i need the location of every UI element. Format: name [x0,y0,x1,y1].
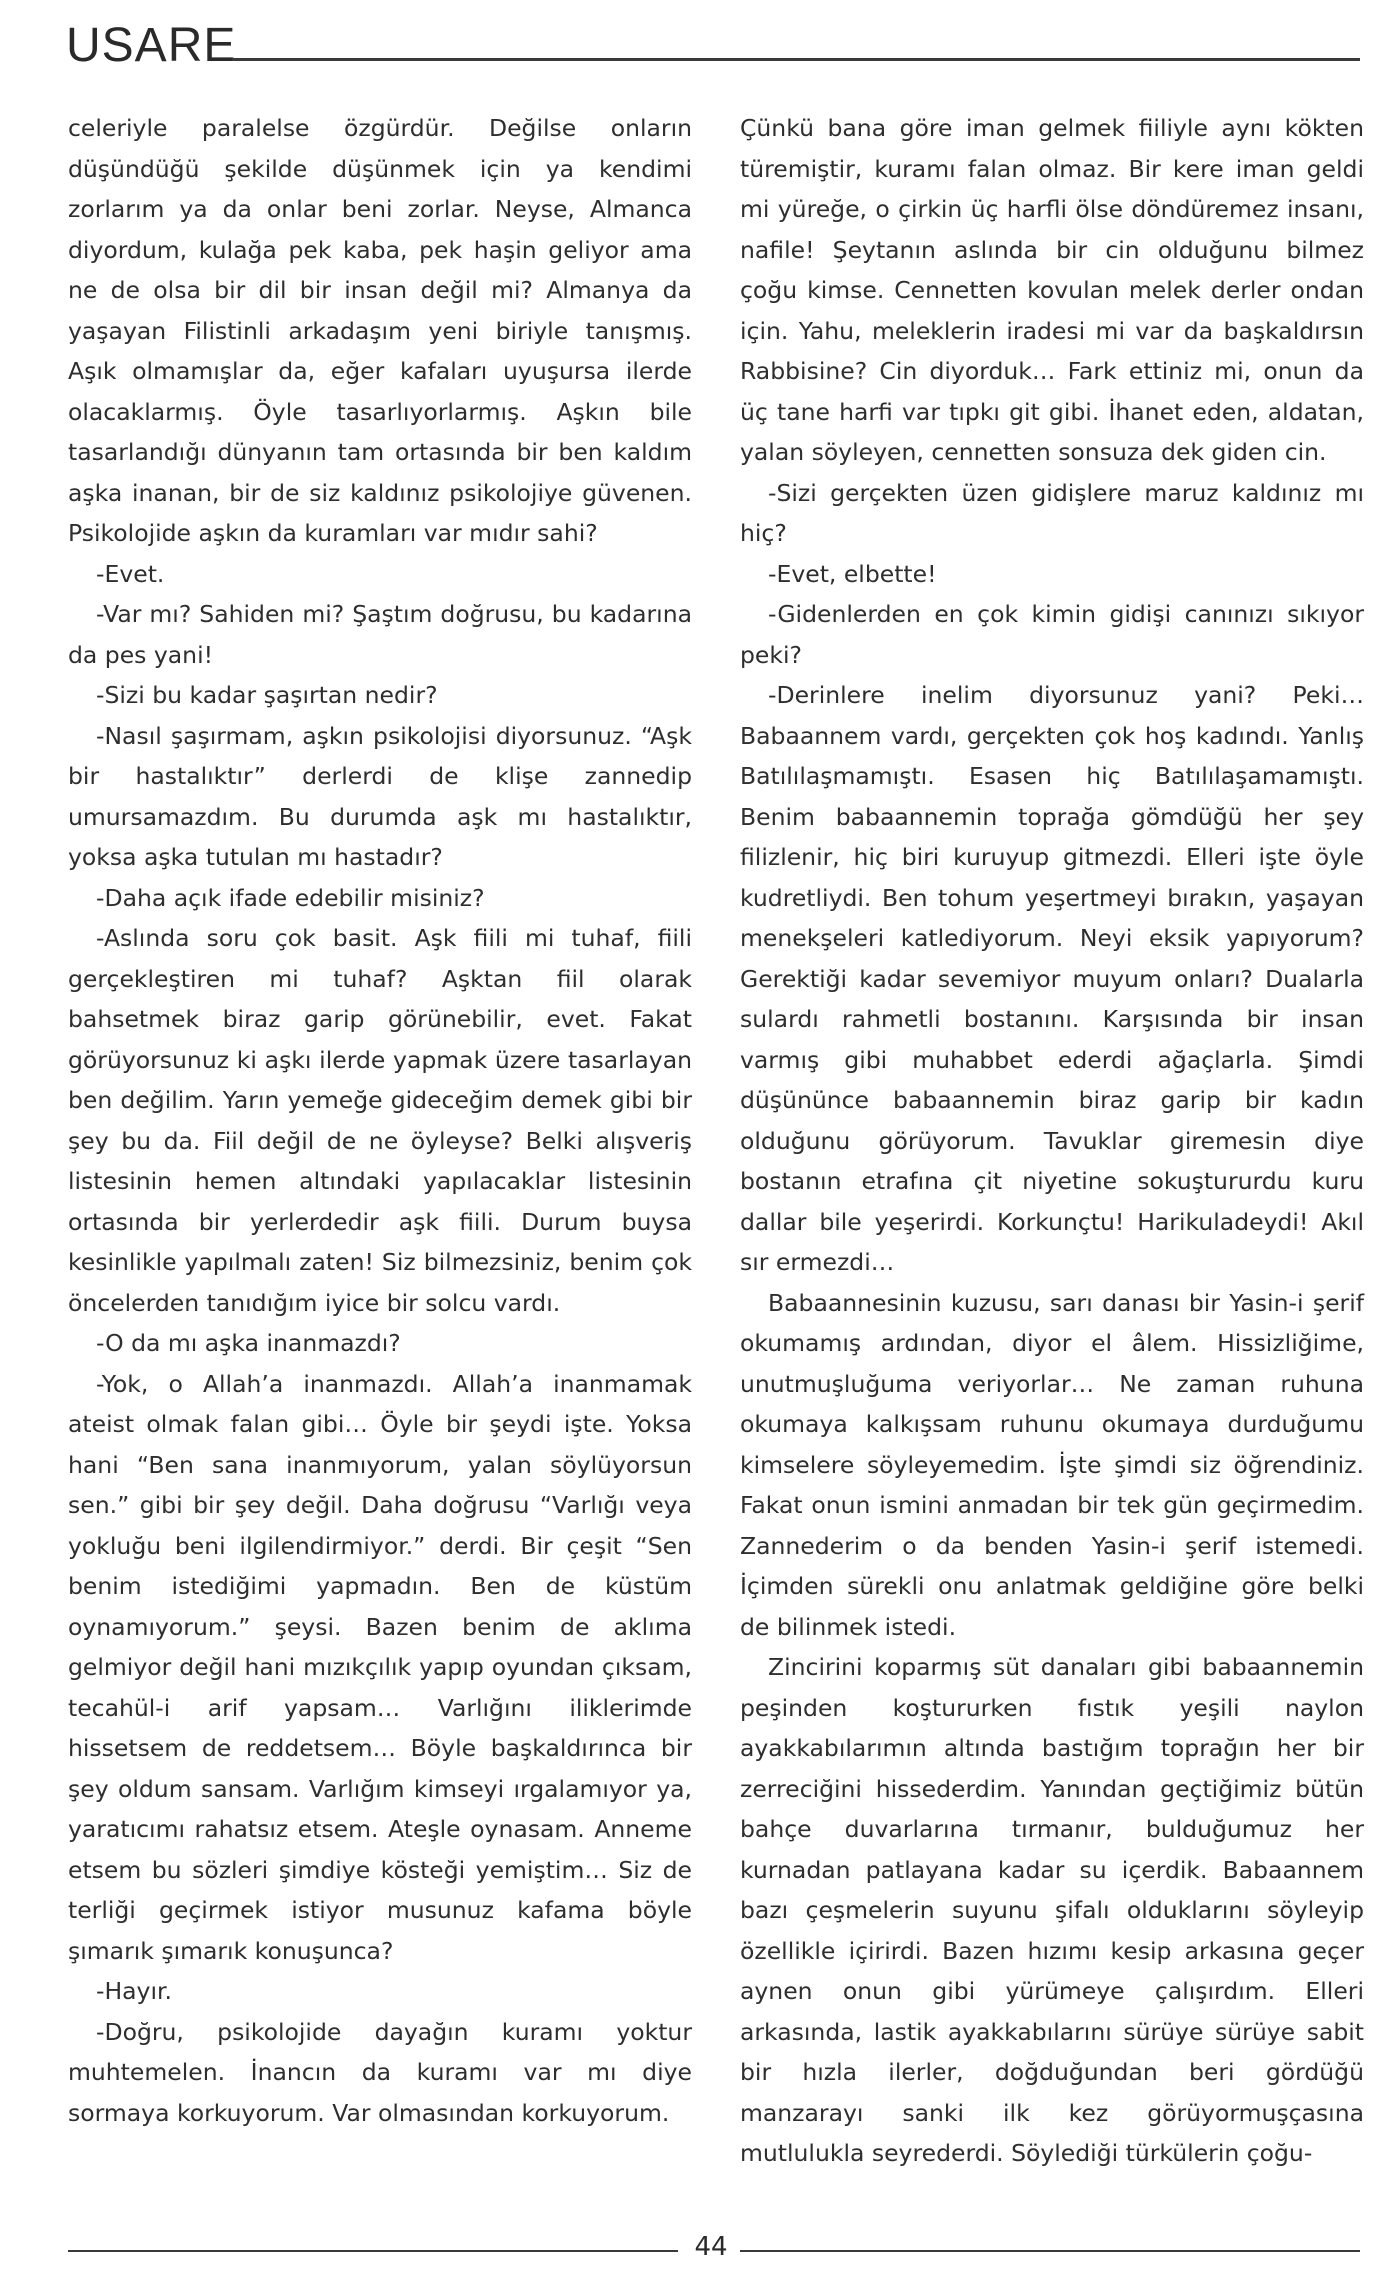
paragraph: Babaannesinin kuzusu, sarı danası bir Yasin-i şerif okumamış ardından, diyor el âlem. Hissizliğime, unutmuşluğuma veriyorlar… Ne zaman ruhuna okumaya kalkışsam ruhunu okumaya durduğumu kimselere söyleyemedim. İşte şimdi siz öğrendiniz. Fakat onun ismini anmadan bir tek gün geçirmedim. Zannederim o da benden Yasin-i şerif istemedi. İçimden sürekli onu anlatmak geldiğine göre belki de bilinmek istedi. [740,1288,1364,1641]
left-column [68,108,692,2133]
footer-rule-left [68,2250,678,2252]
paragraph: -Yok, o Allah’a inanmazdı. Allah’a inanmamak ateist olmak falan gibi… Öyle bir şeydi işte. Yoksa hani “Ben sana inanmıyorum, yalan söylüyorsun sen.” gibi bir şey değil. Daha doğrusu “Varlığı veya yokluğu beni ilgilendirmiyor.” derdi. Bir çeşit “Sen benim istediğimi yapmadın. Ben de küstüm oynamıyorum.” şeysi. Bazen benim de aklıma gelmiyor değil hani mızıkçılık yapıp oyundan çıksam, tecahül-i arif yapsam… Varlığını iliklerimde hissetsem de reddetsem… Böyle başkaldırınca bir şey oldum sansam. Varlığım kimseyi ırgalamıyor ya, yaratıcımı rahatsız etsem. Ateşle oynasam. Anneme etsem bu sözleri şimdiye kösteği yemiştim… Siz de terliği geçirmek istiyor musunuz kafama böyle şımarık şımarık konuşunca? [68,1369,692,1965]
paragraph: -Derinlere inelim diyorsunuz yani? Peki… Babaannem vardı, gerçekten çok hoş kadındı. Yanlış Batılılaşmamıştı. Esasen hiç Batılılaşamamıştı. Benim babaannemin toprağa gömdüğü her şey filizlenir, hiç biri kuruyup gitmezdi. Elleri işte öyle kudretliydi. Ben tohum yeşertmeyi bırakın, yaşayan menekşeleri katlediyorum. Neyi eksik yapıyorum? Gerektiği kadar sevemiyor muyum onları? Dualarla sulardı rahmetli bostanını. Karşısında bir insan varmış gibi muhabbet ederdi ağaçlarla. Şimdi düşününce babaannemin biraz garip bir kadın olduğunu görüyorum. Tavuklar giremesin diye bostanın etrafına çit niyetine sokuştururdu kuru dallar bile yeşerirdi. Korkunçtu! Harikuladeydi! Akıl sır ermezdi… [740,681,1364,1276]
right-column [740,108,1364,2174]
paragraph: -O da mı aşka inanmazdı? [96,1329,401,1357]
paragraph: -Nasıl şaşırmam, aşkın psikolojisi diyorsunuz. “Aşk bir hastalıktır” derlerdi de klişe zannedip umursamazdım. Bu durumda aşk mı hastalıktır, yoksa aşka tutulan mı hastadır? [68,721,692,871]
paragraph: -Hayır. [96,1977,172,2005]
paragraph: -Daha açık ifade edebilir misiniz? [96,883,485,912]
paragraph: -Sizi bu kadar şaşırtan nedir? [96,681,438,709]
paragraph: -Evet. [96,559,165,588]
paragraph: Çünkü bana göre iman gelmek fiiliyle aynı kökten türemiştir, kuramı falan olmaz. Bir kere iman geldi mi yüreğe, o çirkin üç harfli ölse döndüremez insanı, nafile! Şeytanın aslında bir cin olduğunu bilmez çoğu kimse. Cennetten kovulan melek derler ondan için. Yahu, meleklerin iradesi mi var da başkaldırsın Rabbisine? Cin diyorduk… Fark ettiniz mi, onun da üç tane harfi var tıpkı git gibi. İhanet eden, aldatan, yalan söyleyen, cennetten sonsuza dek giden cin. [740,114,1364,466]
paragraph: -Doğru, psikolojide dayağın kuramı yoktur muhtemelen. İnancın da kuramı var mı diye sormaya korkuyorum. Var olmasından korkuyorum. [68,2017,692,2127]
paragraph: celeriyle paralelse özgürdür. Değilse onların düşündüğü şekilde düşünmek için ya kendimi zorlarım ya da onlar beni zorlar. Neyse, Almanca diyordum, kulağa pek kaba, pek haşin geliyor ama ne de olsa bir dil bir insan değil mi? Almanya da yaşayan Filistinli arkadaşım yeni biriyle tanışmış. Aşık olmamışlar da, eğer kafaları uyuşursa ilerde olacaklarmış. Öyle tasarlıyorlarmış. Aşkın bile tasarlandığı dünyanın tam ortasında bir ben kaldım aşka inanan, bir de siz kaldınız psikolojiye güvenen. Psikolojide aşkın da kuramları var mıdır sahi? [68,114,692,547]
paragraph: -Aslında soru çok basit. Aşk fiili mi tuhaf, fiili gerçekleştiren mi tuhaf? Aşktan fiil olarak bahsetmek biraz garip görünebilir, evet. Fakat görüyorsunuz ki aşkı ilerde yapmak üzere tasarlayan ben değilim. Yarın yemeğe gideceğim demek gibi bir şey bu da. Fiil değil de ne öyleyse? Belki alışveriş listesinin hemen altındaki yapılacaklar listesinin ortasında bir yerlerdedir aşk fiili. Durum buysa kesinlikle yapılmalı zaten! Siz bilmezsiniz, benim çok öncelerden tanıdığım iyice bir solcu vardı. [68,924,692,1317]
page-number: 44 [694,2232,728,2262]
paragraph: -Var mı? Sahiden mi? Şaştım doğrusu, bu kadarına da pes yani! [68,600,692,669]
paragraph: -Evet, elbette! [768,559,937,588]
paragraph: -Gidenlerden en çok kimin gidişi canınızı sıkıyor peki? [740,600,1364,669]
paragraph: Zincirini koparmış süt danaları gibi babaannemin peşinden koştururken fıstık yeşili naylon ayakkabılarımın altında bastığım toprağın her bir zerreciğini hissederdim. Yanından geçtiğimiz bütün bahçe duvarlarına tırmanır, bulduğumuz her kurnadan patlayana kadar su içerdik. Babaannem bazı çeşmelerin suyunu şifalı olduklarını söyleyip özellikle içirirdi. Bazen hızımı kesip arkasına geçer aynen onun gibi yürümeye çalışırdım. Elleri arkasında, lastik ayakkabılarını sürüye sürüye sabit bir hızla ilerler, doğduğundan beri gördüğü manzarayı sanki ilk kez görüyormuşçasına mutlulukla seyrederdi. Söylediği türkülerin çoğu- [740,1653,1364,2167]
header-rule [232,58,1360,61]
paragraph: -Sizi gerçekten üzen gidişlere maruz kaldınız mı hiç? [740,478,1364,547]
footer-rule-right [740,2250,1360,2252]
header-title: USARE [66,19,237,72]
